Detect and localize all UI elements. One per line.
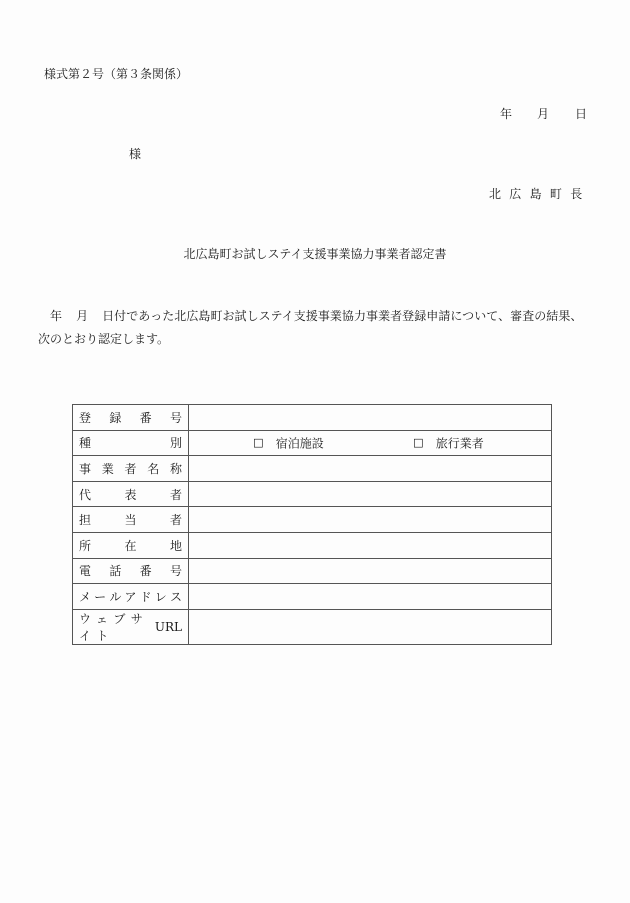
registration-info-table xyxy=(72,404,552,645)
label-char: 称 xyxy=(169,461,182,476)
value-representative[interactable] xyxy=(189,481,552,507)
label-char: 業 xyxy=(101,461,114,476)
label-website-url: URL xyxy=(154,619,182,634)
label-char: ー xyxy=(94,589,107,604)
document-title: 北広島町お試しステイ支援事業協力事業者認定書 xyxy=(183,247,447,261)
label-website-text: ウェブサイト xyxy=(79,611,149,643)
label-address xyxy=(73,532,189,558)
option-travel-agency[interactable] xyxy=(413,434,484,451)
value-contact-person[interactable] xyxy=(189,507,552,533)
label-char: 登 xyxy=(79,410,92,425)
body-day-rest: 日付であった北広島町お試しステイ支援事業協力事業者登録申請について、審査の結果、 xyxy=(102,309,583,323)
option-label: 宿泊施設 xyxy=(275,436,324,451)
body-line-2: 次のとおり認定します。 xyxy=(38,332,170,346)
value-address[interactable] xyxy=(189,532,552,558)
table-row-contact-person xyxy=(73,507,552,533)
label-char: ア xyxy=(124,589,137,604)
label-char: 担 xyxy=(79,513,92,528)
label-char: 表 xyxy=(124,487,137,502)
label-char: 番 xyxy=(139,410,152,425)
label-char: 号 xyxy=(169,410,182,425)
label-char: 別 xyxy=(169,436,182,451)
table-row-business-name xyxy=(73,456,552,482)
table-row-website xyxy=(73,609,552,644)
label-char: 代 xyxy=(79,487,92,502)
label-representative xyxy=(73,481,189,507)
label-char: ス xyxy=(169,589,182,604)
label-char: 者 xyxy=(124,461,137,476)
option-label: 旅行業者 xyxy=(435,436,484,451)
date-month-label: 月 xyxy=(537,107,550,121)
label-phone-number xyxy=(73,558,189,584)
label-char: 号 xyxy=(169,564,182,579)
label-char: 録 xyxy=(109,410,122,425)
label-char: 番 xyxy=(139,564,152,579)
label-business-name xyxy=(73,456,189,482)
label-contact-person xyxy=(73,507,189,533)
issue-date xyxy=(0,108,630,122)
label-email xyxy=(73,584,189,610)
value-phone-number[interactable] xyxy=(189,558,552,584)
label-char: 話 xyxy=(109,564,122,579)
body-year: 年 xyxy=(50,309,63,323)
issuer-name: 北広島町長 xyxy=(489,187,591,201)
label-char: 当 xyxy=(124,513,137,528)
checkbox-icon[interactable]: ☐ xyxy=(253,436,264,451)
value-email[interactable] xyxy=(189,584,552,610)
table-row-type xyxy=(73,430,552,456)
value-type xyxy=(189,430,552,456)
date-day-label: 日 xyxy=(575,107,588,121)
table-row-registration-number xyxy=(73,405,552,431)
table-row-phone-number xyxy=(73,558,552,584)
option-lodging-facility[interactable] xyxy=(253,434,324,451)
label-char: 事 xyxy=(79,461,92,476)
value-business-name[interactable] xyxy=(189,456,552,482)
label-char: ド xyxy=(139,589,152,604)
label-char: 名 xyxy=(147,461,160,476)
date-year-label: 年 xyxy=(500,107,513,121)
label-char: ル xyxy=(109,589,122,604)
label-registration-number xyxy=(73,405,189,431)
addressee-honorific: 様 xyxy=(129,147,142,161)
table-row-email xyxy=(73,584,552,610)
form-number: 様式第２号（第３条関係） xyxy=(44,67,189,81)
value-registration-number[interactable] xyxy=(189,405,552,431)
label-char: 種 xyxy=(79,436,92,451)
label-char: 者 xyxy=(169,487,182,502)
label-char: メ xyxy=(79,589,92,604)
label-char: 者 xyxy=(169,513,182,528)
body-month: 月 xyxy=(76,309,89,323)
label-type xyxy=(73,430,189,456)
body-line-1 xyxy=(38,305,598,328)
table-row-address xyxy=(73,532,552,558)
table-row-representative xyxy=(73,481,552,507)
label-char: 地 xyxy=(169,538,182,553)
value-website[interactable] xyxy=(189,609,552,644)
label-char: 電 xyxy=(79,564,92,579)
label-char: 在 xyxy=(124,538,137,553)
body-paragraph xyxy=(38,305,598,351)
label-char: レ xyxy=(154,589,167,604)
label-website xyxy=(73,609,189,644)
label-char: 所 xyxy=(79,538,92,553)
checkbox-icon[interactable]: ☐ xyxy=(413,436,424,451)
